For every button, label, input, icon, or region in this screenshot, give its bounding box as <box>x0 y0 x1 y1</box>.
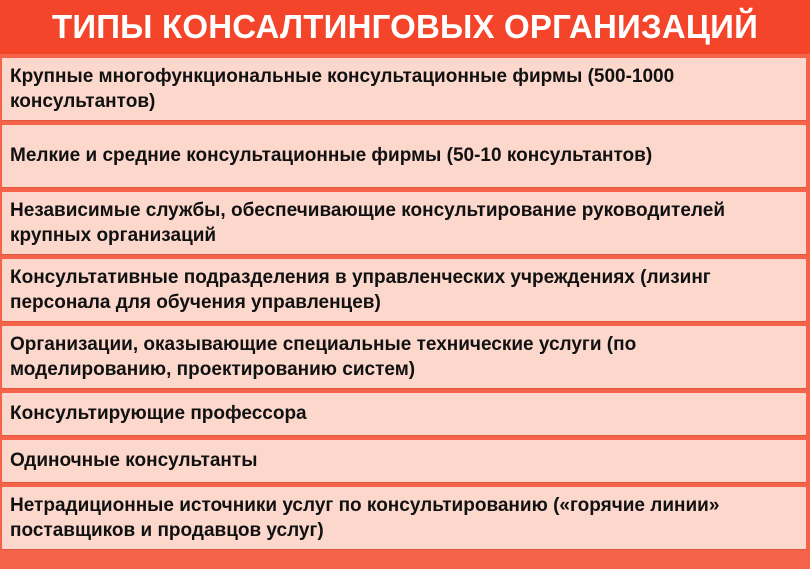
list-item-label: Независимые службы, обеспечивающие консультирование руководителей крупных организаций <box>10 199 725 246</box>
page-title: ТИПЫ КОНСАЛТИНГОВЫХ ОРГАНИЗАЦИЙ <box>51 8 759 45</box>
list-item <box>2 440 806 482</box>
list-item <box>2 487 806 549</box>
list-item-label: Мелкие и средние консультационные фирмы (50-10 консультантов) <box>10 145 653 166</box>
list-item <box>2 192 806 254</box>
list-item <box>2 125 806 187</box>
list-item <box>2 259 806 321</box>
list-item <box>2 326 806 388</box>
list-item <box>2 393 806 435</box>
item-list <box>0 54 810 569</box>
list-item-label: Одиночные консультанты <box>10 450 258 471</box>
list-item-label: Организации, оказывающие специальные технические услуги (по моделированию, проектированию систем) <box>10 333 637 380</box>
list-item <box>2 58 806 120</box>
list-item-label: Консультативные подразделения в управленческих учреждениях (лизинг персонала для обучения управленцев) <box>10 266 711 313</box>
list-item-label: Крупные многофункциональные консультационные фирмы (500-1000 консультантов) <box>10 65 675 112</box>
slide-title-bar <box>0 0 810 54</box>
list-item-label: Нетрадиционные источники услуг по консультированию («горячие линии» поставщиков и продавцов услуг) <box>10 494 720 541</box>
list-item-label: Консультирующие профессора <box>10 403 307 424</box>
